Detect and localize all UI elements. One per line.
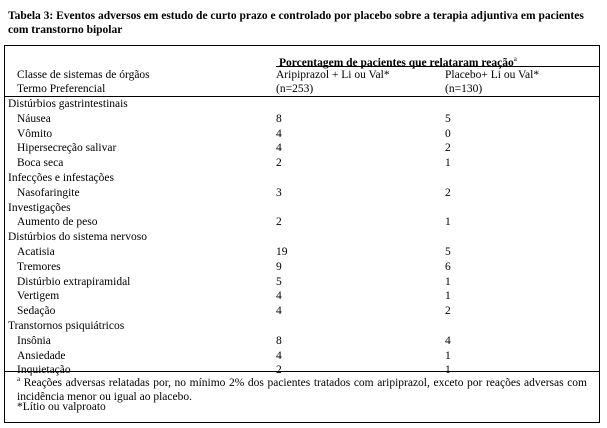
aripiprazol-value: 3 <box>276 186 282 199</box>
category-label: Transtornos psiquiátricos <box>8 320 125 332</box>
col-header-term: Termo Preferencial <box>17 83 106 95</box>
aripiprazol-value: 4 <box>276 290 282 303</box>
placebo-value: 1 <box>445 290 451 303</box>
category-label: Investigações <box>8 201 71 214</box>
footnote-a-marker: a <box>17 375 21 383</box>
placebo-value: 5 <box>445 112 451 125</box>
placebo-value: 5 <box>445 246 451 258</box>
term-label: Distúrbio extrapiramidal <box>17 275 131 288</box>
aripiprazol-value: 4 <box>276 349 282 362</box>
footnote-a-text: Reações adversas relatadas por, no mínimo 2% dos pacientes tratados com aripiprazol, exceto por reações adversas com incidência menor ou igual ao placebo. <box>17 376 587 403</box>
col-header-placebo: Placebo+ Li ou Val* <box>445 69 540 81</box>
aripiprazol-value: 8 <box>276 334 282 347</box>
col-header-class: Classe de sistemas de órgãos <box>17 69 150 81</box>
term-label: Ansiedade <box>17 349 66 362</box>
placebo-value: 1 <box>445 349 451 362</box>
placebo-value: 0 <box>445 127 451 140</box>
placebo-value: 4 <box>445 334 451 347</box>
term-label: Insônia <box>17 334 51 347</box>
col-header-aripiprazol-n: (n=253) <box>276 83 314 95</box>
placebo-value: 1 <box>445 364 451 377</box>
term-label: Tremores <box>17 260 61 273</box>
aripiprazol-value: 4 <box>276 142 282 155</box>
placebo-value: 1 <box>445 275 451 288</box>
placebo-value: 6 <box>445 260 451 273</box>
term-label: Aumento de peso <box>17 216 98 229</box>
term-label: Boca seca <box>17 157 64 170</box>
category-label: Infecções e infestações <box>8 172 114 184</box>
aripiprazol-value: 4 <box>276 305 282 318</box>
aripiprazol-value: 2 <box>276 216 282 229</box>
aripiprazol-value: 19 <box>276 246 288 258</box>
aripiprazol-value: 9 <box>276 260 282 273</box>
term-label: Inquietação <box>17 364 71 377</box>
column-group-label: Porcentagem de pacientes que relataram reação <box>279 56 514 69</box>
term-label: Sedação <box>17 305 56 318</box>
category-label: Distúrbios do sistema nervoso <box>8 231 147 244</box>
term-label: Hipersecreção salivar <box>17 142 117 155</box>
group-footnote-marker: a <box>513 55 517 63</box>
term-label: Vertigem <box>17 290 60 303</box>
placebo-value: 1 <box>445 216 451 229</box>
placebo-value: 1 <box>445 157 451 170</box>
table-title: Tabela 3: Eventos adversos em estudo de curto prazo e controlado por placebo sobre a terapia adjuntiva em pacientes com transtorno bipolar <box>8 10 584 36</box>
placebo-value: 2 <box>445 142 451 155</box>
col-header-placebo-n: (n=130) <box>445 83 483 95</box>
aripiprazol-value: 4 <box>276 127 282 140</box>
placebo-value: 2 <box>445 305 451 318</box>
footnote-star: *Lítio ou valproato <box>17 401 106 413</box>
aripiprazol-value: 2 <box>276 364 282 377</box>
aripiprazol-value: 5 <box>276 275 282 288</box>
category-label: Distúrbios gastrintestinais <box>8 98 128 110</box>
aripiprazol-value: 8 <box>276 112 282 125</box>
term-label: Náusea <box>17 112 51 125</box>
aripiprazol-value: 2 <box>276 157 282 170</box>
placebo-value: 2 <box>445 186 451 199</box>
term-label: Nasofaringite <box>17 186 80 199</box>
group-header-rule <box>276 66 600 67</box>
term-label: Acatisia <box>17 246 55 258</box>
term-label: Vômito <box>17 127 53 140</box>
col-header-aripiprazol: Aripiprazol + Li ou Val* <box>276 69 390 81</box>
